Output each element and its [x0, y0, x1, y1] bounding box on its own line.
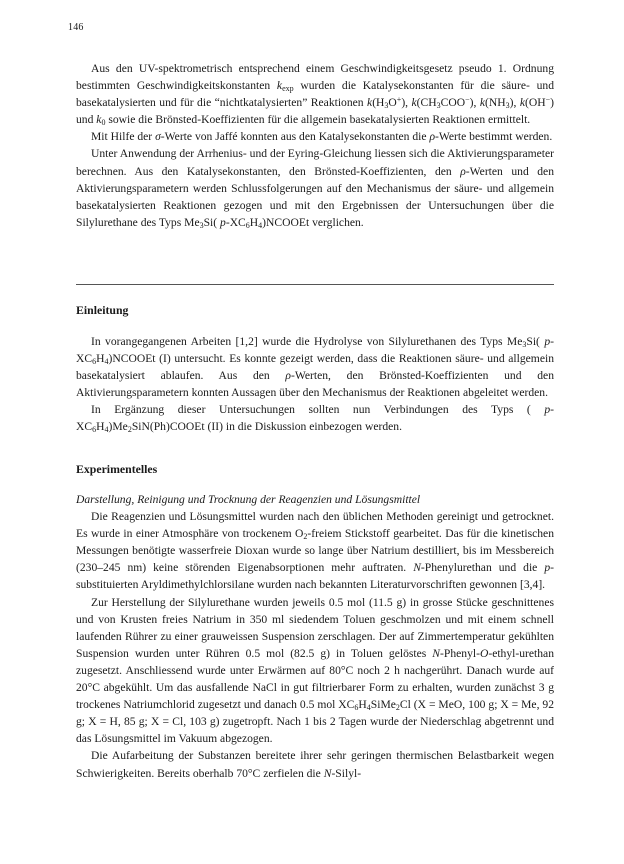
abstract-paragraph-1: Aus den UV-spektrometrisch entsprechend einem Geschwindigkeitsgesetz pseudo 1. Ordnung bestimmten Geschwindigkeitskonstanten $k_{exp}$ wurden die Katalysekonstanten für die säure- und basekatalysierten und für die “nichtkatalysierten” Reaktionen $k(H_3O^+)$, $k(CH_3COO^-)$, $k(NH_3)$, k(OH−) und $k_0$ sowie die Brönsted-Koeffizienten für die allgemein basekatalysierten Reaktionen ermittelt.	[76, 62, 554, 128]
abstract-paragraph-2: Mit Hilfe der σ-Werte von Jaffé konnten aus den Katalysekonstanten die ρ-Werte bestimmt werden.	[91, 130, 553, 144]
section-divider	[76, 284, 554, 285]
abstract	[76, 60, 554, 231]
einleitung-paragraph-1: In vorangegangenen Arbeiten [1,2] wurde die Hydrolyse von Silylurethanen des Typs $Me_3Si$( $p-XC_6H_4)NCOOEt$ (I) untersucht. Es konnte gezeigt werden, dass die Reaktionen säure- und allgemein basekatalysiert ablaufen. Aus den ρ-Werten, den Brönsted-Koeffizienten und den Aktivierungsparametern konnten Aussagen über den Mechanismus der Reaktionen abgeleitet werden.	[76, 335, 554, 400]
experimentelles-paragraph-1: Die Reagenzien und Lösungsmittel wurden nach den üblichen Methoden gereinigt und getrocknet. Es wurde in einer Atmosphäre von trockenem $O_2$-freiem Stickstoff gearbeitet. Das für die kinetischen Messungen benötigte wasserfreie Dioxan wurde so lange über Natrium destilliert, bis im Messbereich (230–245 nm) keine störenden Eigenabsorptionen mehr auftraten. N-Phenylurethan und die p-substituierten Aryldimethylchlorsilane wurden nach bekannten Literaturvorschriften gewonnen [3,4].	[76, 510, 554, 592]
experimentelles-paragraph-2: Zur Herstellung der Silylurethane wurden jeweils 0.5 mol (11.5 g) in grosse Stücke geschnittenes und von Krusten freies Natrium in 350 ml siedendem Toluen geschmolzen und mit einem schnell laufenden Rührer zu einer grauweissen Suspension zerschlagen. Der auf Zimmertemperatur gekühlten Suspension wurden unter Rühren 0.5 mol (82.5 g) in Toluen gelöstes N-Phenyl-O-ethyl-urethan zugesetzt. Anschliessend wurde unter Erwärmen auf 80°C noch 2 h nachgerührt. Danach wurde auf 20°C abgekühlt. Um das ausfallende NaCl in gut filtrierbarer Form zu erhalten, wurden zunächst 3 g trockenes Natriumchlorid zugesetzt und danach 0.5 mol $XC_6H_4SiMe_2Cl$ (X = MeO, 100 g; X = Me, 92 g; X = H, 85 g; X = Cl, 103 g) zugetropft. Nach 1 bis 2 Tagen wurde der Niederschlag abgetrennt und das Lösungsmittel im Vakuum abgezogen.	[76, 595, 555, 746]
einleitung-body	[76, 333, 554, 436]
heading-einleitung: Einleitung	[76, 303, 129, 317]
experimentelles-body	[76, 491, 554, 782]
experimentelles-paragraph-3: Die Aufarbeitung der Substanzen bereitete ihrer sehr geringen thermischen Belastbarkeit wegen Schwierigkeiten. Bereits oberhalb 70°C zerfielen die N-Silyl-	[76, 749, 554, 780]
heading-experimentelles: Experimentelles	[76, 462, 158, 476]
subheading-darstellung: Darstellung, Reinigung und Trocknung der Reagenzien und Lösungsmittel	[76, 493, 421, 506]
page-number: 146	[68, 22, 84, 33]
einleitung-paragraph-2: In Ergänzung dieser Untersuchungen sollten nun Verbindungen des Typs ( $p-XC_6H_4)Me_2SiN(Ph)COOEt$ (II) in die Diskussion einbezogen werden.	[76, 403, 554, 435]
abstract-paragraph-3: Unter Anwendung der Arrhenius- und der Eyring-Gleichung liessen sich die Aktivierungsparameter berechnen. Aus den Katalysekonstanten, den Brönsted-Koeffizienten, den ρ-Werten und den Aktivierungsparametern werden Schlussfolgerungen auf den Mechanismus der säure- und allgemein basekatalysierten Reaktionen gezogen und mit den Ergebnissen der Untersuchungen über die Silylurethane des Typs $Me_3Si$( $p-XC_6H_4)NCOOEt$ verglichen.	[76, 147, 554, 230]
